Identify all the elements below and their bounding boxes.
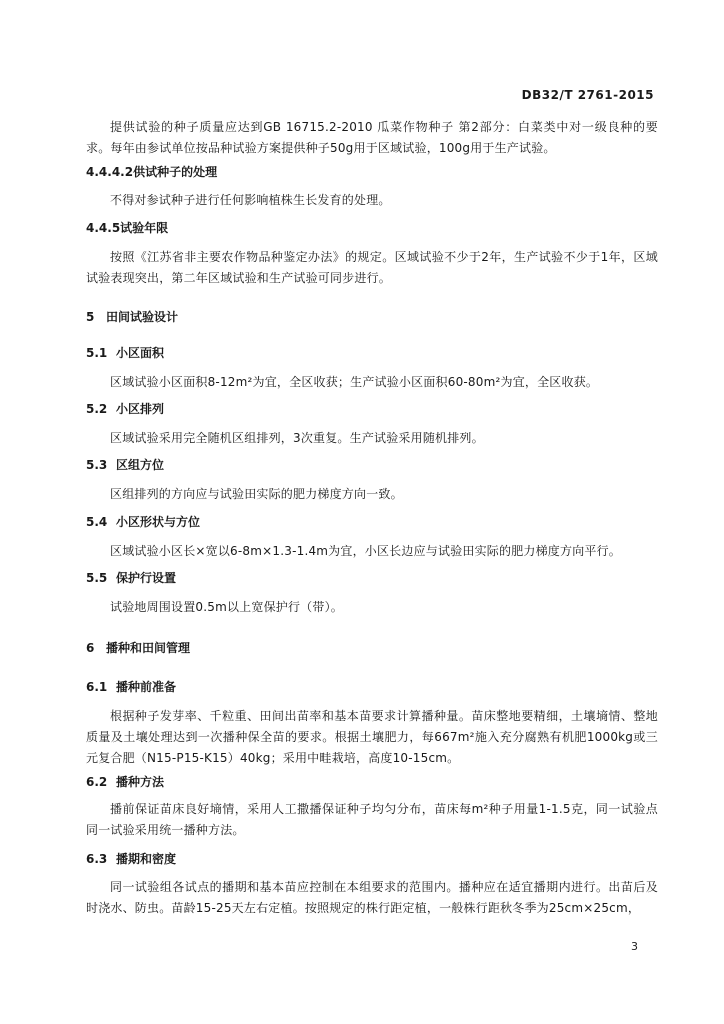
paragraph-text: 同一试验组各试点的播期和基本苗应控制在本组要求的范围内。播种应在适宜播期内进行。出苗后及时浇水、防虫。苗龄15-25天左右定植。按照规定的株行距定植，一般株行距秋冬季为25cm×25cm， (86, 880, 658, 915)
heading-number: 5.3 (86, 458, 108, 472)
paragraph-text: 按照《江苏省非主要农作物品种鉴定办法》的规定。区域试验不少于2年，生产试验不少于1年，区域试验表现突出，第二年区域试验和生产试验可同步进行。 (86, 250, 658, 285)
paragraph-text: 播前保证苗床良好墒情，采用人工撒播保证种子均匀分布，苗床每m²种子用量1-1.5克，同一试验点同一试验采用统一播种方法。 (86, 802, 658, 837)
heading-number: 5.2 (86, 402, 108, 416)
heading-title: 播期和密度 (116, 852, 177, 866)
heading-title: 播种前准备 (116, 680, 177, 694)
paragraph-4-4-4-2 (86, 190, 658, 211)
paragraph-text: 试验地周围设置0.5m以上宽保护行（带）。 (110, 600, 343, 614)
paragraph-5-1 (86, 372, 658, 393)
heading-number: 5.5 (86, 571, 108, 585)
heading-title: 小区形状与方位 (116, 515, 201, 529)
heading-title: 播种方法 (116, 775, 165, 789)
paragraph-6-2 (86, 799, 658, 841)
paragraph-5-2 (86, 428, 658, 449)
heading-title: 保护行设置 (116, 571, 177, 585)
heading-number: 6.3 (86, 852, 108, 866)
heading-number: 5 (86, 310, 95, 324)
heading-5 (86, 308, 658, 326)
heading-title: 田间试验设计 (106, 310, 179, 324)
paragraph-text: 不得对参试种子进行任何影响植株生长发育的处理。 (110, 193, 391, 207)
heading-6 (86, 639, 658, 657)
page-number: 3 (631, 940, 638, 953)
heading-number: 6.2 (86, 775, 108, 789)
heading-title: 试验年限 (120, 221, 169, 235)
paragraph-text: 提供试验的种子质量应达到GB 16715.2-2010 瓜菜作物种子 第2部分：白菜类中对一级良种的要求。每年由参试单位按品种试验方案提供种子50g用于区域试验，100g用于生产试验。 (86, 120, 658, 155)
paragraph-6-1 (86, 706, 658, 769)
paragraph-seed-quality (86, 117, 658, 159)
paragraph-5-4 (86, 541, 658, 562)
heading-5-4 (86, 513, 658, 531)
heading-number: 6 (86, 641, 95, 655)
heading-number: 5.1 (86, 346, 108, 360)
heading-number: 6.1 (86, 680, 108, 694)
heading-5-3 (86, 456, 658, 474)
paragraph-5-3 (86, 484, 658, 505)
heading-title: 区组方位 (116, 458, 165, 472)
heading-6-3 (86, 850, 658, 868)
heading-title: 小区排列 (116, 402, 165, 416)
heading-5-5 (86, 569, 658, 587)
heading-6-2 (86, 773, 658, 791)
heading-title: 小区面积 (116, 346, 165, 360)
heading-title: 供试种子的处理 (133, 165, 218, 179)
paragraph-text: 区域试验采用完全随机区组排列，3次重复。生产试验采用随机排列。 (110, 431, 484, 445)
heading-number: 4.4.5 (86, 221, 121, 235)
heading-4-4-5 (86, 219, 658, 237)
paragraph-text: 区域试验小区长×宽以6-8m×1.3-1.4m为宜，小区长边应与试验田实际的肥力梯度方向平行。 (110, 544, 621, 558)
paragraph-text: 区域试验小区面积8-12m²为宜，全区收获；生产试验小区面积60-80m²为宜，全区收获。 (110, 375, 599, 389)
heading-title: 播种和田间管理 (106, 641, 191, 655)
heading-5-1 (86, 344, 658, 362)
heading-5-2 (86, 400, 658, 418)
heading-4-4-4-2 (86, 163, 658, 181)
heading-number: 5.4 (86, 515, 108, 529)
heading-number: 4.4.4.2 (86, 165, 134, 179)
paragraph-text: 区组排列的方向应与试验田实际的肥力梯度方向一致。 (110, 487, 403, 501)
paragraph-6-3 (86, 877, 658, 919)
paragraph-4-4-5 (86, 247, 658, 289)
paragraph-5-5 (86, 597, 658, 618)
paragraph-text: 根据种子发芽率、千粒重、田间出苗率和基本苗要求计算播种量。苗床整地要精细，土壤墒情、整地质量及土壤处理达到一次播种保全苗的要求。根据土壤肥力，每667m²施入充分腐熟有机肥1000kg或三元复合肥（N15-P15-K15）40kg；采用中畦栽培，高度10-15cm。 (86, 709, 658, 765)
heading-6-1 (86, 678, 658, 696)
document-code: DB32/T 2761-2015 (521, 88, 654, 102)
